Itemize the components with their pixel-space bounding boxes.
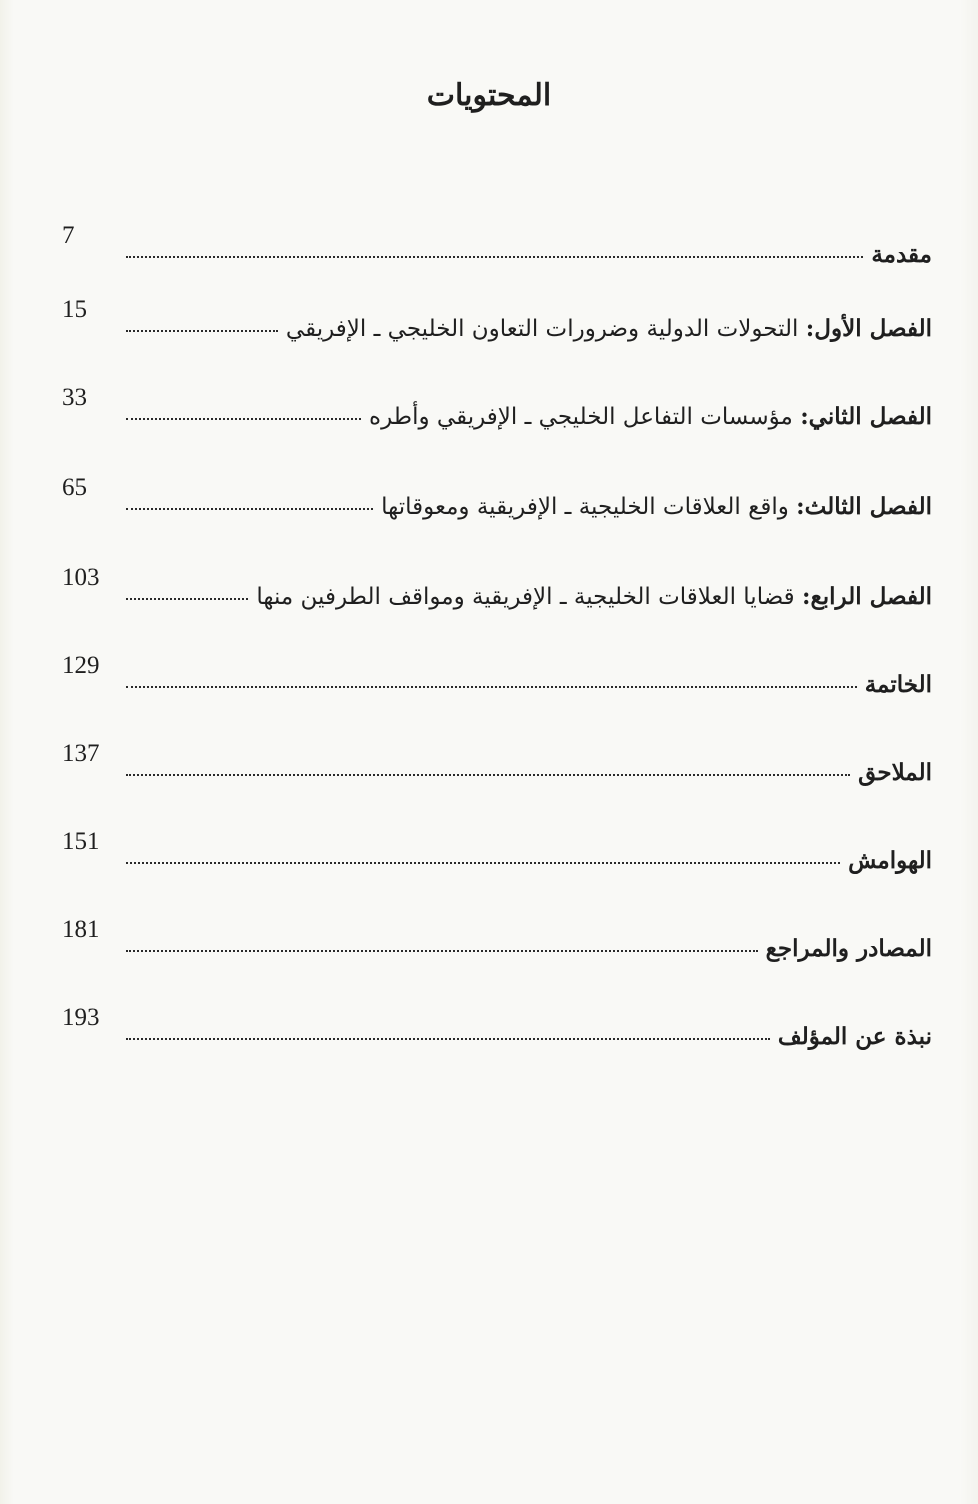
toc-entry-label: الفصل الرابع: قضايا العلاقات الخليجية ـ الإفريقية ومواقف الطرفين منها — [256, 583, 932, 611]
toc-page-number: 103 — [62, 564, 100, 591]
toc-entry-label: نبذة عن المؤلف — [777, 1023, 932, 1051]
toc-entry-label: الفصل الثالث: واقع العلاقات الخليجية ـ الإفريقية ومعوقاتها — [381, 493, 932, 521]
toc-entry-label: الفصل الأول: التحولات الدولية وضرورات التعاون الخليجي ـ الإفريقي — [285, 315, 932, 343]
dot-leader — [126, 598, 248, 600]
toc-page-number: 137 — [62, 740, 100, 767]
toc-entry-chapter-1 — [62, 296, 932, 346]
toc-entry-label: الهوامش — [848, 847, 932, 875]
toc-entry-appendices — [62, 740, 932, 790]
toc-page-number: 7 — [62, 222, 75, 249]
dot-leader — [126, 862, 840, 864]
dot-leader — [126, 418, 361, 420]
toc-page-number: 151 — [62, 828, 100, 855]
toc-entry-footnotes — [62, 828, 932, 878]
toc-entry-conclusion — [62, 652, 932, 702]
dot-leader — [126, 1038, 770, 1040]
toc-entry-label: الملاحق — [858, 759, 932, 787]
toc-page-number: 129 — [62, 652, 100, 679]
toc-page-number: 15 — [62, 296, 87, 323]
dot-leader — [126, 686, 857, 688]
toc-page-number: 193 — [62, 1004, 100, 1031]
toc-entry-chapter-3 — [62, 474, 932, 524]
toc-entry-label: الخاتمة — [864, 671, 932, 699]
toc-entry-references — [62, 916, 932, 966]
toc-entry-chapter-2 — [62, 384, 932, 434]
dot-leader — [126, 950, 758, 952]
dot-leader — [126, 256, 863, 258]
toc-page-number: 181 — [62, 916, 100, 943]
toc-entry-label: الفصل الثاني: مؤسسات التفاعل الخليجي ـ الإفريقي وأطره — [369, 403, 932, 431]
toc-page-number: 65 — [62, 474, 87, 501]
dot-leader — [126, 774, 850, 776]
toc-entry-label: المصادر والمراجع — [765, 935, 932, 963]
dot-leader — [126, 330, 278, 332]
page-title: المحتويات — [426, 78, 552, 113]
toc-entry-label: مقدمة — [871, 241, 932, 269]
dot-leader — [126, 508, 373, 510]
toc-entry-chapter-4 — [62, 564, 932, 614]
toc-page-number: 33 — [62, 384, 87, 411]
toc-entry-about-author — [62, 1004, 932, 1054]
toc-entry-introduction — [62, 222, 932, 272]
